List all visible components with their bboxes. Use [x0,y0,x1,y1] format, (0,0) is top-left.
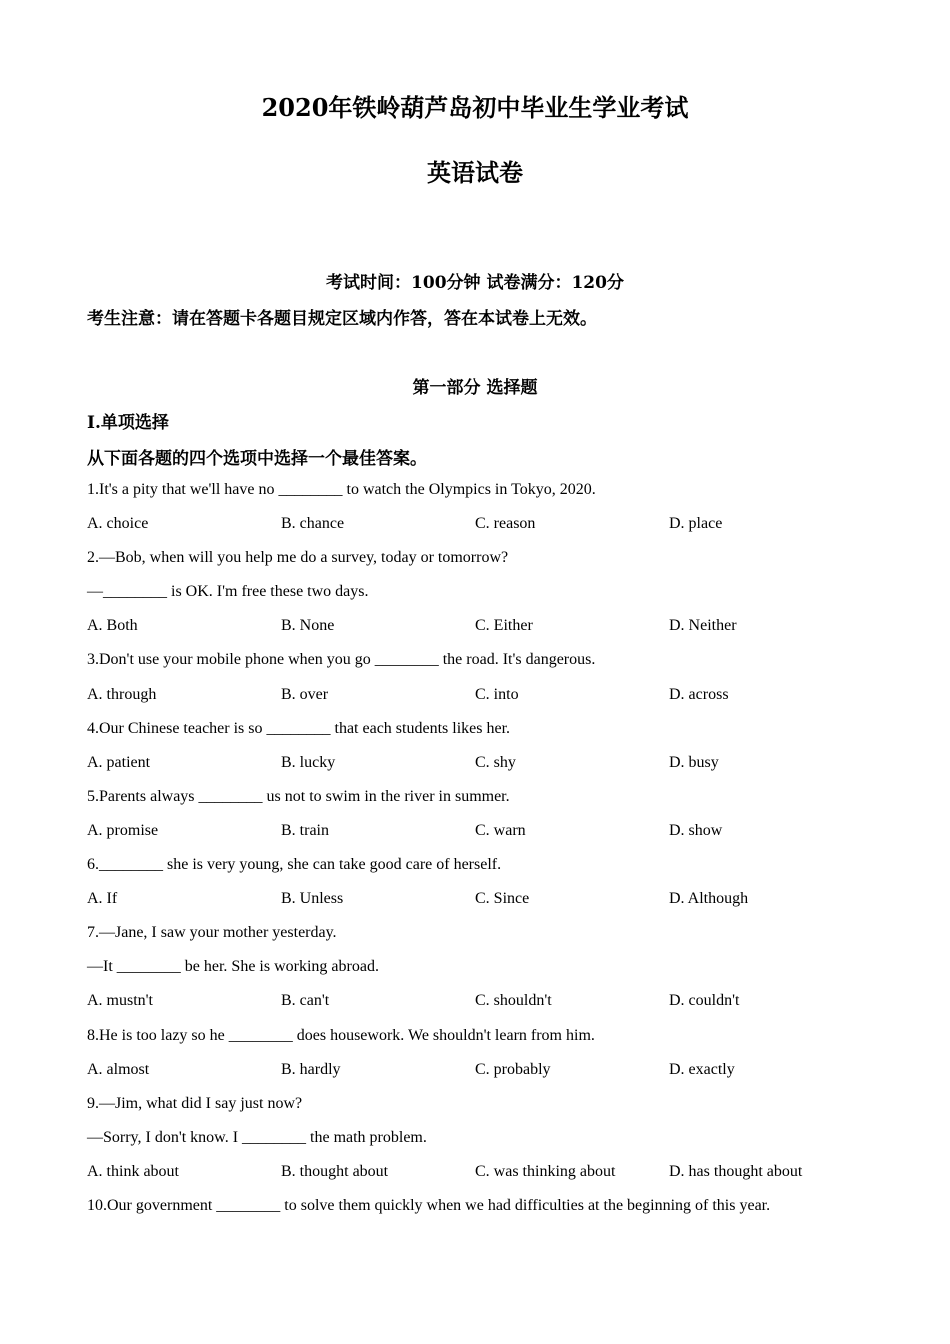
option-c: C. Since [475,890,530,908]
option-c: C. shouldn't [475,992,552,1010]
question-stem: 1.It's a pity that we'll have no ________ to watch the Olympics in Tokyo, 2020. [87,481,596,498]
option-b: B. chance [281,515,345,533]
question-dialogue-line: —________ is OK. I'm free these two days. [87,583,369,601]
option-c: C. probably [475,1060,551,1078]
option-a: A. through [87,685,157,703]
options-row [87,1060,887,1094]
option-c: C. reason [475,515,536,533]
option-b: B. lucky [281,753,336,771]
option-d: D. show [669,821,723,839]
option-b: B. train [281,821,329,839]
question-stem: 6.________ she is very young, she can take good care of herself. [87,856,502,874]
option-a: A. promise [87,821,159,839]
exam-info: 考试时间：100分钟 试卷满分：120分 [326,273,624,293]
option-a: A. Both [87,617,138,635]
option-d: D. place [669,515,723,533]
option-a: A. almost [87,1060,150,1078]
option-b: B. thought about [281,1162,389,1180]
part-title: 第一部分 选择题 [412,378,538,398]
options-row [87,991,887,1025]
option-d: D. Neither [669,617,737,635]
option-b: B. over [281,685,329,703]
question-stem: 7.—Jane, I saw your mother yesterday. [87,924,337,942]
option-c: C. warn [475,821,526,839]
option-d: D. exactly [669,1060,735,1078]
question-list [87,480,887,1230]
options-row [87,753,887,787]
options-row [87,889,887,923]
question-stem: 5.Parents always ________ us not to swim in the river in summer. [87,787,510,805]
option-d: D. across [669,685,729,703]
question-stem: 2.—Bob, when will you help me do a survey, today or tomorrow? [87,549,509,567]
option-a: A. think about [87,1162,179,1180]
option-b: B. hardly [281,1060,341,1078]
options-row [87,616,887,650]
option-a: A. If [87,890,118,908]
option-a: A. choice [87,515,149,533]
options-row [87,1162,887,1196]
exam-title: 2020年铁岭葫芦岛初中毕业生学业考试 [261,93,689,122]
option-b: B. can't [281,992,330,1010]
option-d: D. Although [669,890,749,908]
section-title: I.单项选择 [87,413,169,433]
section-instruction: 从下面各题的四个选项中选择一个最佳答案。 [87,449,427,469]
option-c: C. Either [475,617,533,635]
exam-subject: 英语试卷 [427,158,523,187]
option-b: B. None [281,617,335,635]
option-c: C. shy [475,753,516,771]
question-stem: 10.Our government ________ to solve them quickly when we had difficulties at the beginning of this year. [87,1196,771,1214]
question-stem: 8.He is too lazy so he ________ does housework. We shouldn't learn from him. [87,1026,595,1044]
question-dialogue-line: —It ________ be her. She is working abroad. [87,958,379,976]
option-d: D. has thought about [669,1162,803,1180]
option-d: D. busy [669,753,719,771]
option-a: A. mustn't [87,992,153,1010]
options-row [87,821,887,855]
exam-notice: 考生注意：请在答题卡各题目规定区域内作答，答在本试卷上无效。 [87,309,597,329]
option-b: B. Unless [281,890,344,908]
question-stem: 9.—Jim, what did I say just now? [87,1094,303,1112]
option-c: C. was thinking about [475,1162,616,1180]
options-row [87,685,887,719]
option-d: D. couldn't [669,992,740,1010]
option-c: C. into [475,685,519,703]
question-dialogue-line: —Sorry, I don't know. I ________ the math problem. [87,1128,427,1146]
question-stem: 3.Don't use your mobile phone when you go ________ the road. It's dangerous. [87,651,596,669]
options-row [87,514,887,548]
question-stem: 4.Our Chinese teacher is so ________ that each students likes her. [87,719,511,737]
option-a: A. patient [87,753,151,771]
